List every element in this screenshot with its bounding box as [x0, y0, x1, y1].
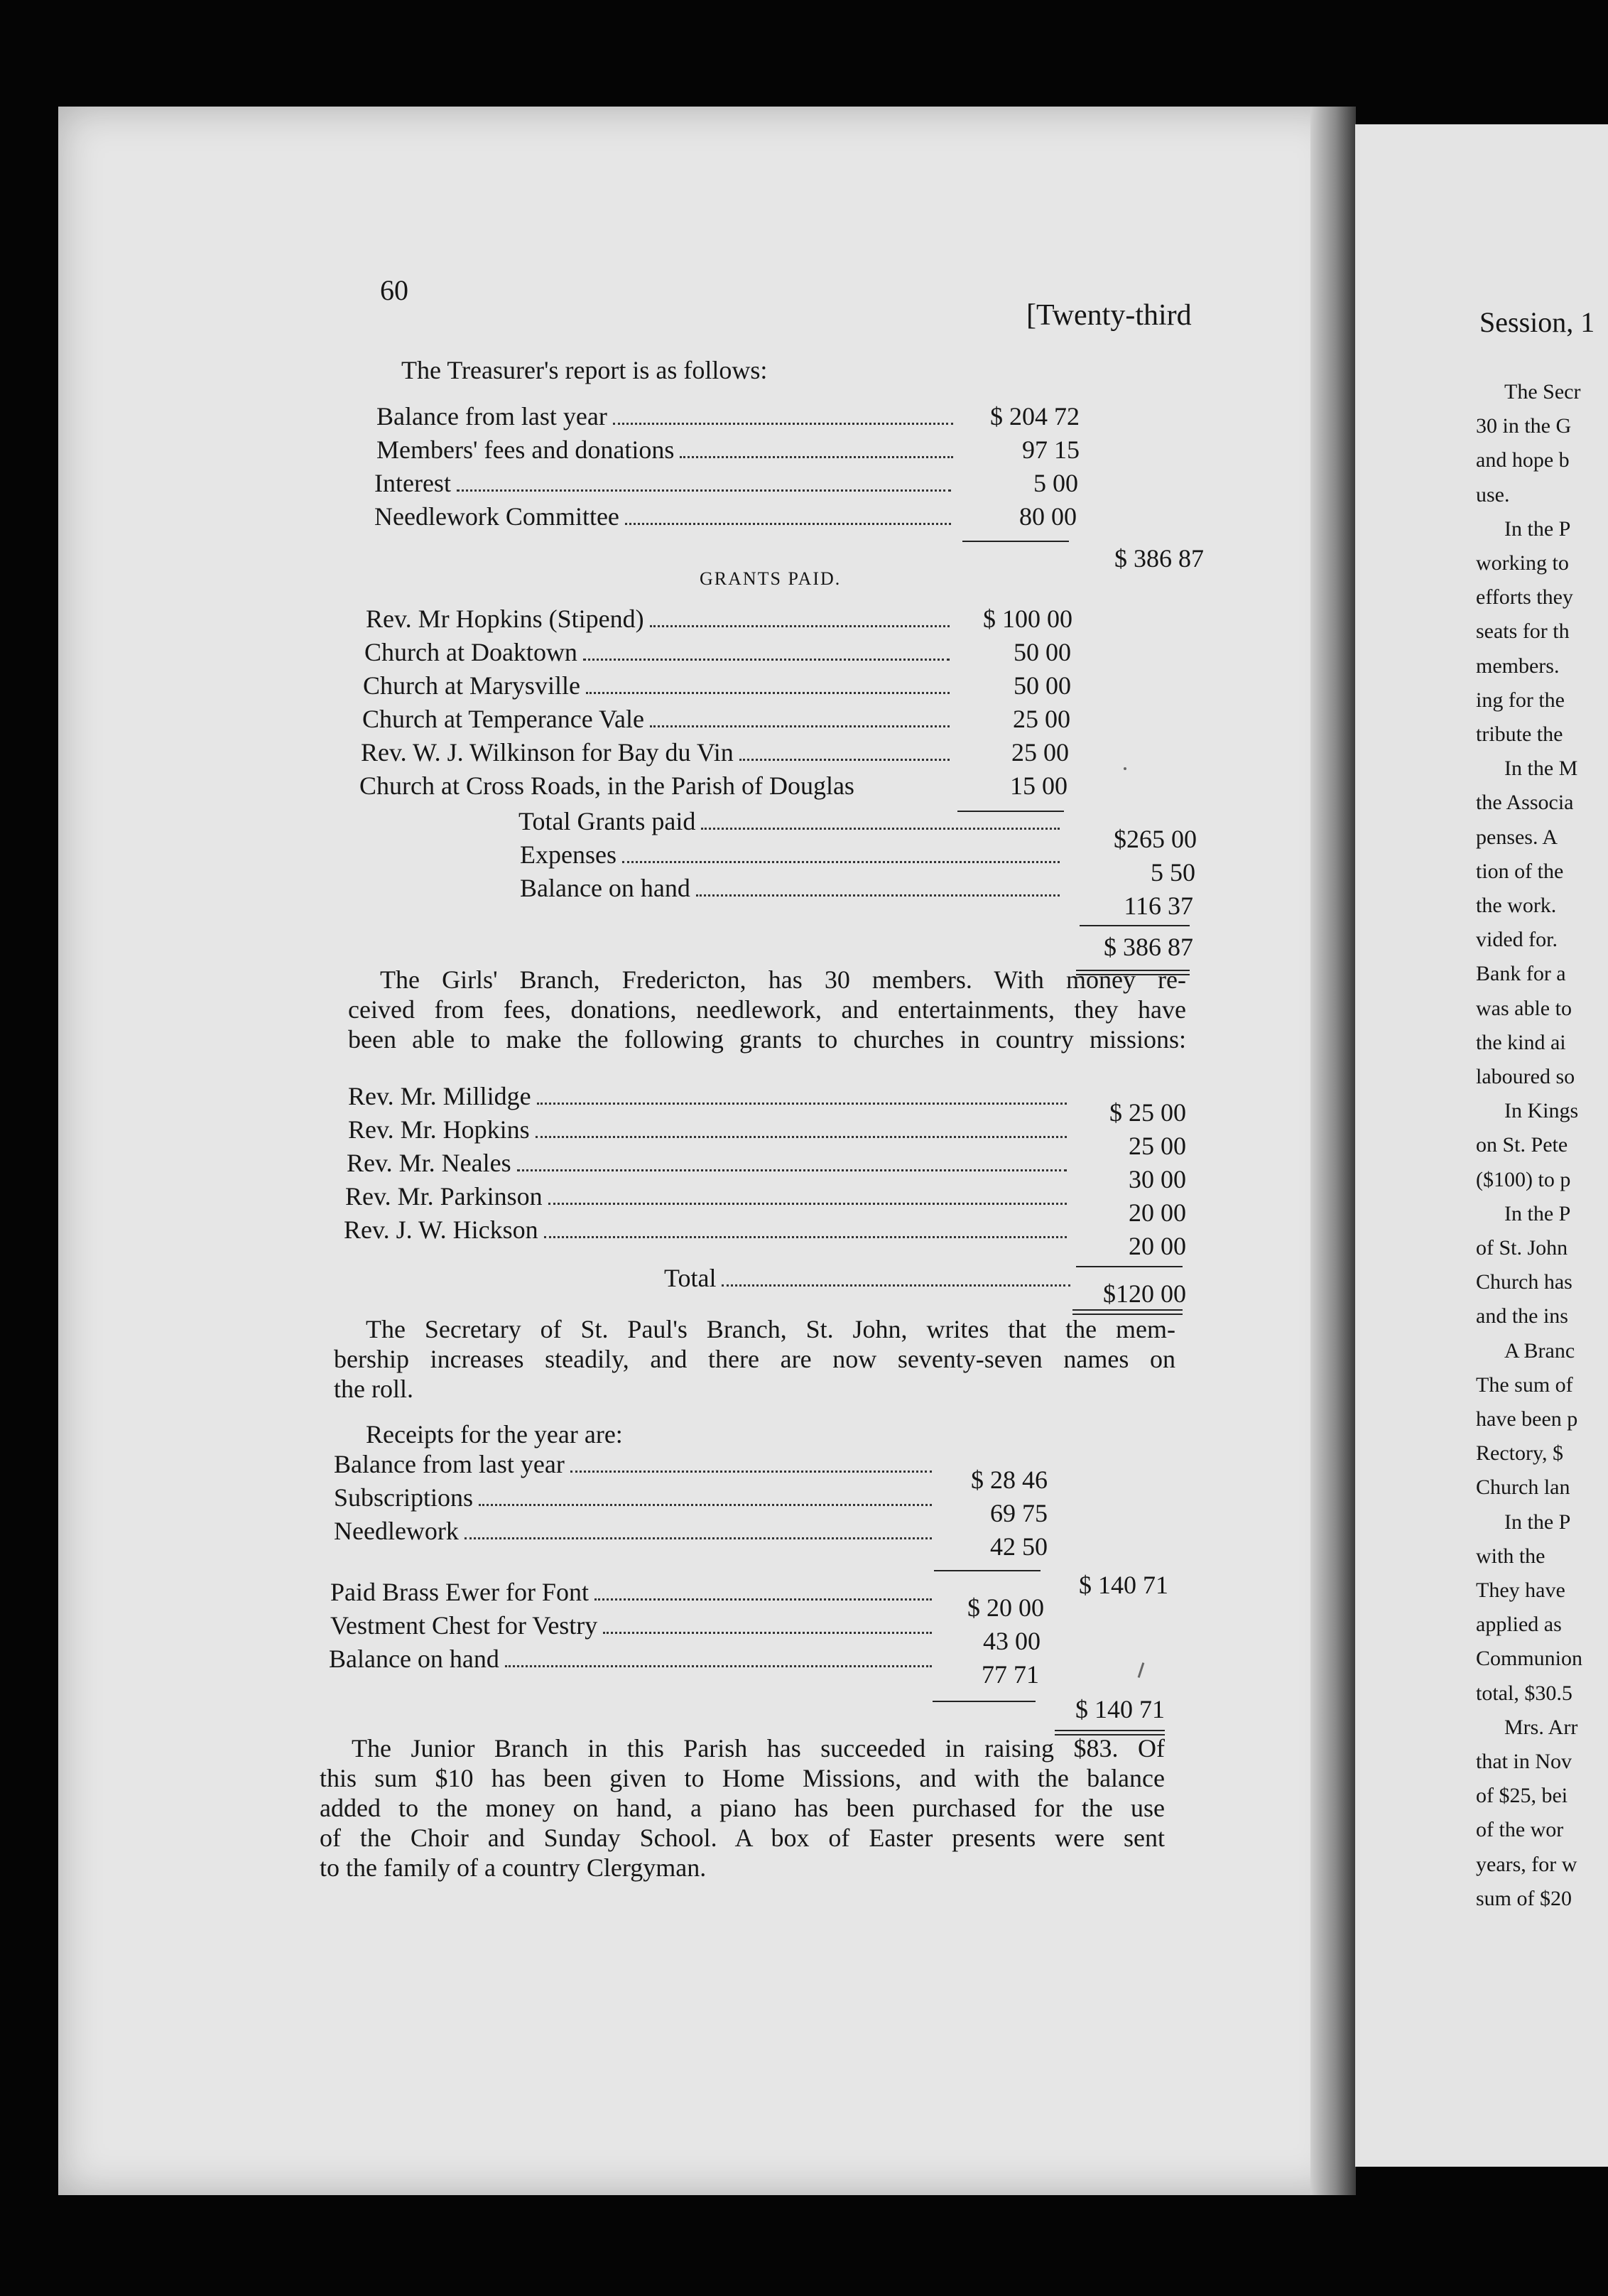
receipt-row: Balance from last year	[376, 401, 959, 434]
right-page-line: applied as	[1476, 1613, 1562, 1637]
receipt-row: Needlework Committee	[374, 502, 957, 534]
scan-speck	[1124, 767, 1126, 770]
right-page-line: of St. John	[1476, 1236, 1568, 1260]
grant-amount: $ 100 00	[983, 605, 1072, 633]
grants-summary-amount: 116 37	[1124, 892, 1193, 920]
grant-amount: 25 00	[1013, 705, 1070, 733]
right-page-line: penses. A	[1476, 825, 1558, 849]
right-page-line: was able to	[1476, 996, 1572, 1020]
junior-branch-line: to the family of a country Clergyman.	[320, 1853, 707, 1882]
grant-amount: 25 00	[1011, 738, 1069, 767]
subtotal-rule	[962, 541, 1069, 542]
junior-branch-paragraph	[320, 1733, 1165, 1883]
st-pauls-payment-amount: $ 20 00	[967, 1593, 1044, 1622]
receipt-amount: $ 204 72	[990, 402, 1080, 430]
girls-grant-amount: 20 00	[1129, 1232, 1186, 1260]
receipt-amount: 80 00	[1019, 502, 1077, 531]
st-pauls-receipts-total: $ 140 71	[1079, 1571, 1168, 1599]
right-page-line: the Associa	[1476, 791, 1574, 815]
page-number: 60	[380, 274, 408, 306]
right-page-line: that in Nov	[1476, 1750, 1572, 1773]
girls-grant-amount: 30 00	[1129, 1165, 1186, 1193]
junior-branch-line: added to the money on hand, a piano has been purchased for the use	[320, 1794, 1165, 1822]
grants-summary-row: Expenses	[520, 840, 1065, 872]
receipt-amount: 97 15	[1022, 435, 1080, 464]
grant-amount: 50 00	[1014, 638, 1071, 666]
right-page-line: of $25, bei	[1476, 1784, 1568, 1808]
girls-grant-row: Rev. J. W. Hickson	[344, 1215, 1072, 1247]
receipts-total: $ 386 87	[1114, 544, 1204, 573]
right-page-line: Bank for a	[1476, 962, 1566, 986]
grant-row: Church at Marysville	[363, 671, 955, 703]
right-page-line: on St. Pete	[1476, 1133, 1568, 1157]
girls-grant-row: Rev. Mr. Neales	[347, 1148, 1072, 1181]
grant-amount: 15 00	[1010, 771, 1068, 800]
st-pauls-receipt-amount: 69 75	[990, 1499, 1048, 1527]
st-pauls-payment-row: Vestment Chest for Vestry	[330, 1610, 938, 1643]
girls-branch-paragraph	[348, 965, 1186, 1054]
girls-grant-row: Rev. Mr. Millidge	[348, 1081, 1072, 1114]
grants-total: $ 386 87	[1104, 933, 1193, 961]
right-page-line: In the P	[1504, 1201, 1571, 1225]
girls-branch-line: The Girls' Branch, Fredericton, has 30 members. With money re-	[380, 965, 1186, 994]
right-page-line: 30 in the G	[1476, 414, 1572, 438]
right-page-line: Rectory, $	[1476, 1441, 1564, 1466]
receipt-row: Members' fees and donations	[376, 435, 959, 467]
grant-row: Church at Temperance Vale	[362, 704, 955, 737]
st-pauls-line: the roll.	[334, 1375, 413, 1403]
right-page-line: have been p	[1476, 1407, 1578, 1431]
girls-branch-line: ceived from fees, donations, needlework, and entertainments, they have	[348, 995, 1186, 1024]
right-page-line: The sum of	[1476, 1372, 1573, 1397]
girls-grant-row: Rev. Mr. Parkinson	[345, 1181, 1072, 1214]
st-pauls-payment-amount: 77 71	[982, 1660, 1039, 1689]
girls-grant-amount: 25 00	[1129, 1132, 1186, 1160]
girls-grant-amount: 20 00	[1129, 1198, 1186, 1227]
right-page-line: They have	[1476, 1578, 1565, 1602]
grant-row: Rev. W. J. Wilkinson for Bay du Vin	[361, 737, 955, 770]
right-page-line: the kind ai	[1476, 1030, 1566, 1054]
book-gutter	[1310, 107, 1356, 2195]
right-page-line: Church lan	[1476, 1475, 1570, 1500]
right-page-line: The Secr	[1504, 380, 1581, 404]
grants-summary-amount: $265 00	[1114, 825, 1197, 853]
st-pauls-receipt-row: Needlework	[334, 1516, 938, 1549]
right-page-line: tion of the	[1476, 859, 1564, 883]
st-pauls-payment-amount: 43 00	[983, 1627, 1041, 1655]
treasurer-intro: The Treasurer's report is as follows:	[401, 356, 768, 384]
right-page-line: working to	[1476, 551, 1569, 575]
junior-branch-line: this sum $10 has been given to Home Missions, and with the balance	[320, 1764, 1165, 1792]
receipts-heading: Receipts for the year are:	[366, 1420, 623, 1448]
st-pauls-payments-rule	[933, 1701, 1036, 1702]
right-page-line: with the	[1476, 1544, 1545, 1568]
right-page-line: use.	[1476, 482, 1510, 507]
right-page-line: members.	[1476, 654, 1560, 678]
grant-row: Rev. Mr Hopkins (Stipend)	[366, 604, 955, 637]
grant-row: Church at Doaktown	[364, 637, 955, 670]
grant-row: Church at Cross Roads, in the Parish of Douglas	[359, 771, 854, 800]
st-pauls-receipt-amount: 42 50	[990, 1532, 1048, 1561]
grants-summary-amount: 5 50	[1151, 858, 1195, 887]
right-page-line: and hope b	[1476, 448, 1570, 472]
girls-total: $120 00	[1103, 1279, 1186, 1308]
st-pauls-line: The Secretary of St. Paul's Branch, St. John, writes that the mem-	[366, 1315, 1175, 1343]
receipt-amount: 5 00	[1033, 469, 1078, 497]
grants-summary-row: Total Grants paid	[518, 806, 1065, 839]
right-page-line: the work.	[1476, 894, 1557, 917]
receipt-row: Interest	[374, 468, 957, 501]
right-page-line: ($100) to p	[1476, 1167, 1571, 1191]
right-page-line: ing for the	[1476, 688, 1565, 712]
st-pauls-receipt-amount: $ 28 46	[971, 1466, 1048, 1494]
st-pauls-receipt-row: Balance from last year	[334, 1449, 938, 1482]
right-running-head: Session, 1	[1479, 306, 1595, 338]
right-page-line: vided for.	[1476, 928, 1558, 952]
running-head: [Twenty-third	[1026, 299, 1192, 332]
right-page-line: In the P	[1504, 516, 1571, 541]
st-pauls-payments-total: $ 140 71	[1075, 1695, 1165, 1723]
right-page-line: total, $30.5	[1476, 1681, 1572, 1705]
grants-summary-rule	[1080, 925, 1190, 926]
girls-grant-row: Rev. Mr. Hopkins	[348, 1115, 1072, 1147]
st-pauls-payment-row: Balance on hand	[329, 1644, 938, 1677]
right-page-line: efforts they	[1476, 585, 1573, 610]
st-pauls-paragraph	[334, 1314, 1175, 1404]
right-page-line: and the ins	[1476, 1304, 1568, 1328]
right-page-line: seats for th	[1476, 619, 1570, 644]
junior-branch-line: of the Choir and Sunday School. A box of Easter presents were sent	[320, 1824, 1165, 1852]
right-page-line: In Kings	[1504, 1099, 1579, 1123]
right-page-line: Communion	[1476, 1647, 1583, 1671]
junior-branch-line: The Junior Branch in this Parish has succeeded in raising $83. Of	[352, 1734, 1165, 1762]
right-page-line: years, for w	[1476, 1852, 1577, 1876]
right-page-line: In the M	[1504, 757, 1578, 781]
girls-grants-rule	[1076, 1266, 1183, 1267]
st-pauls-receipts-rule	[934, 1570, 1041, 1571]
right-page-line: Mrs. Arr	[1504, 1715, 1578, 1739]
right-page-line: laboured so	[1476, 1065, 1575, 1088]
girls-total-row: Total	[664, 1263, 1076, 1296]
right-page-line: of the wor	[1476, 1818, 1564, 1842]
girls-branch-line: been able to make the following grants to churches in country missions:	[348, 1025, 1186, 1054]
right-page-line: tribute the	[1476, 722, 1563, 746]
right-page-line: sum of $20	[1476, 1886, 1572, 1910]
st-pauls-payment-row: Paid Brass Ewer for Font	[330, 1577, 938, 1610]
st-pauls-receipt-row: Subscriptions	[334, 1483, 938, 1515]
right-page-line: Church has	[1476, 1270, 1572, 1294]
right-page	[1355, 124, 1608, 2167]
girls-grant-amount: $ 25 00	[1109, 1098, 1186, 1127]
grants-summary-row: Balance on hand	[520, 873, 1065, 906]
st-pauls-line: bership increases steadily, and there are now seventy-seven names on	[334, 1345, 1175, 1373]
grants-heading: GRANTS PAID.	[700, 568, 842, 589]
grant-amount: 50 00	[1014, 671, 1071, 700]
right-page-line: In the P	[1504, 1510, 1571, 1534]
right-page-line: A Branc	[1504, 1338, 1575, 1363]
